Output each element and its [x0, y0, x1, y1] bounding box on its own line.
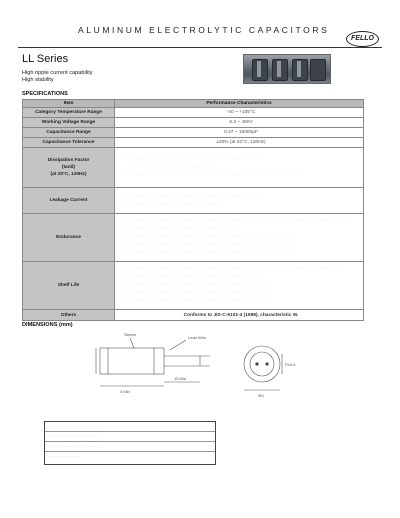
row-value-graphic: · · · · · · · · · · · · · · · · · · · · · · · · · · · · · · · · · · · · · · · · · · · · · · · · · · · · · · · · · · · · · · · · · · · · · · — [115, 148, 364, 188]
table-row — [23, 108, 364, 118]
row-value-graphic: · · · · · · · · · · · · · · · · · · · · · · · · · · · · · · · · · · · · · · · · · · · — [115, 188, 364, 214]
specifications-heading: SPECIFICATIONS — [22, 91, 68, 97]
row-label: Leakage Current — [23, 188, 115, 214]
row-value: 0.47 ~ 15000µF — [115, 128, 364, 138]
column-header-performance: Performance Characteristics — [115, 100, 364, 108]
table-row — [23, 188, 364, 214]
dimension-table-placeholder: · · · · · · · · · · · · · · · · · · · · · · — [49, 444, 102, 449]
table-header-row — [23, 100, 364, 108]
lead-note-label: Lead Wire — [188, 335, 207, 340]
dimension-table-placeholder: · · · · · · · · · · · · · — [49, 454, 80, 459]
feature-item: High ripple current capability — [22, 70, 93, 76]
row-label: Endurance — [23, 214, 115, 262]
sleeve-label: Sleeve — [124, 332, 137, 337]
capacitor-body-outline — [100, 348, 164, 374]
row-value: -40 ~ +105°C — [115, 108, 364, 118]
feature-item: High stability — [22, 77, 54, 83]
row-value-graphic: · · · · · · · · · · · · · · · · · · · · · · · · · · · · · · · · · · · · · · · · · · · · · · · · · · · · · · · · · · · · · · · · · · · · · · · · · · · · · · · · · · · · · · · · · · · · · · · · · · · · · · · · · · · · · · · · · · · · · · · · · · · · · · · · · · · · · · · · · · · · · · · · · · · · · — [115, 214, 364, 262]
row-value: Conforms to JIS-C-5101-4 (1998), characteristic W. — [115, 310, 364, 321]
row-label: Capacitance Range — [23, 128, 115, 138]
row-label: Capacitance Tolerance — [23, 138, 115, 148]
body-length-label: 4 Min — [120, 389, 130, 394]
row-value: 6.3 ~ 450V — [115, 118, 364, 128]
brand-logo: FELLO — [346, 31, 379, 47]
table-row — [23, 118, 364, 128]
table-row — [23, 214, 364, 262]
row-label: Shelf Life — [23, 262, 115, 310]
row-value: ±20% (at 20°C, 120Hz) — [115, 138, 364, 148]
table-row — [23, 138, 364, 148]
capacitor-photo — [243, 54, 331, 84]
header-divider — [18, 47, 382, 48]
table-row — [23, 262, 364, 310]
row-label: Dissipation Factor (tanδ) (at 20°C, 120Hz) — [23, 148, 115, 188]
row-value-graphic: · · · · · · · · · · · · · · · · · · · · · · · · · · · · · · · · · · · · · · · · · · · · · · · · · · · · · · · · · · · · · · · · · · · · · · · · · · · · · · · · · · · · · · · · · · · · · · · · · · · · · · · · · · · · · · · · · · · · · · · · · · · · · · · · · · · · · · · · · · · · — [115, 262, 364, 310]
series-title: LL Series — [22, 53, 69, 65]
end-view-outline — [244, 346, 280, 382]
dimension-table-placeholder: · · · · · · · · · · · · · · · · · · · · · · · · — [49, 424, 107, 429]
diameter-label: ΦD — [258, 393, 265, 398]
table-row — [23, 310, 364, 321]
column-header-item: Item — [23, 100, 115, 108]
dimension-drawing — [90, 330, 310, 410]
row-label: Working Voltage Range — [23, 118, 115, 128]
dimension-table-box — [44, 421, 216, 465]
table-row — [23, 148, 364, 188]
dimensions-heading: DIMENSIONS (mm) — [22, 322, 73, 328]
row-label: Category Temperature Range — [23, 108, 115, 118]
dimension-table-placeholder: · · · · · · · · · · · · · · · · · · · · — [49, 434, 97, 439]
lead-length-label: 15 Min — [174, 376, 187, 381]
specifications-table — [22, 99, 364, 321]
catalog-title: ALUMINUM ELECTROLYTIC CAPACITORS — [78, 25, 330, 35]
pitch-label: P±0.5 — [285, 362, 296, 367]
table-row — [23, 128, 364, 138]
row-label: Others — [23, 310, 115, 321]
